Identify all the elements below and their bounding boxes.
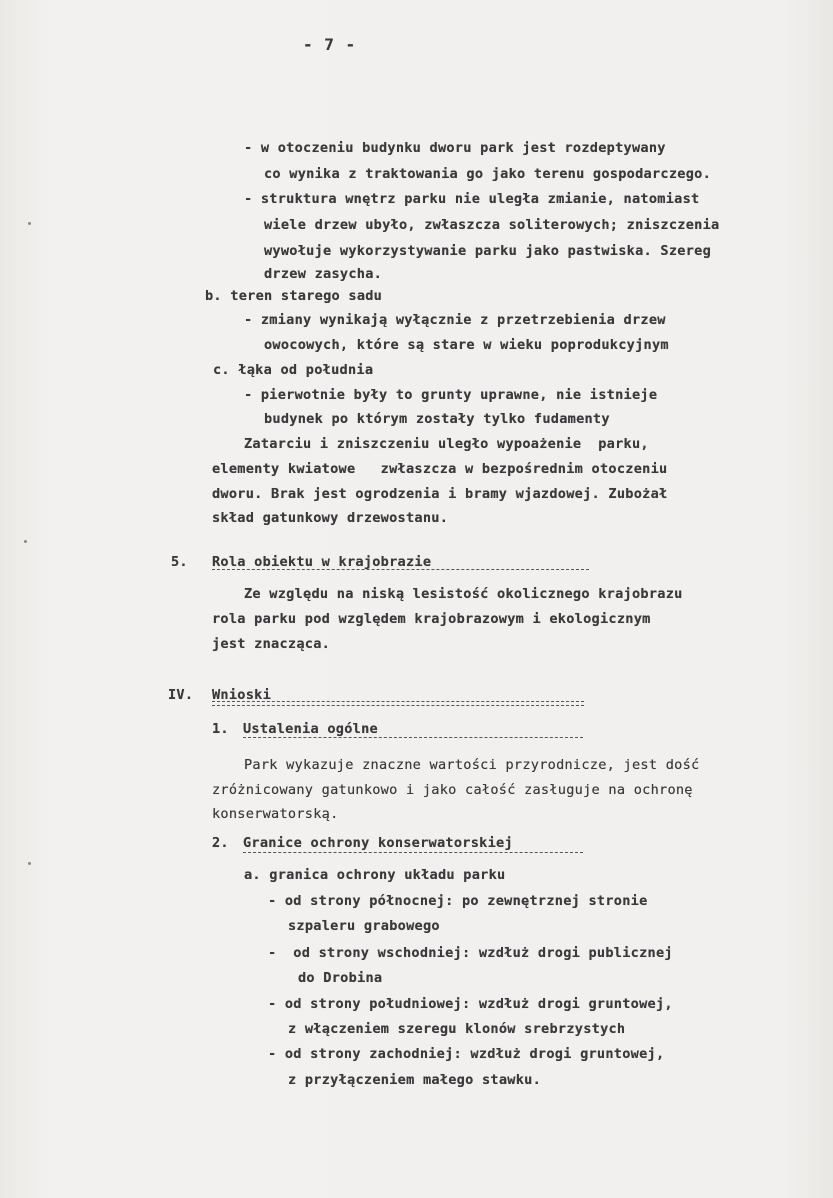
scan-speck [28, 862, 31, 865]
section-heading: Wnioski [212, 687, 272, 703]
text-line: wywołuje wykorzystywanie parku jako pastwiska. Szereg [264, 243, 712, 259]
text-line: - zmiany wynikają wyłącznie z przetrzebienia drzew [244, 312, 666, 328]
text-line: do Drobina [298, 970, 383, 986]
section-number: 5. [171, 554, 188, 570]
scan-speck [24, 540, 27, 543]
list-item-b: b. teren starego sadu [205, 288, 383, 304]
text-line: - od strony wschodniej: wzdłuż drogi publicznej [268, 945, 673, 961]
heading-double-underline [212, 701, 584, 706]
section-number: IV. [168, 687, 194, 703]
text-line: szpaleru grabowego [288, 918, 440, 934]
text-line: zróżnicowany gatunkowo i jako całość zasługuje na ochronę [212, 782, 693, 798]
text-line: Zatarciu i zniszczeniu uległo wypoażenie parku, [244, 436, 649, 452]
text-line: - od strony północnej: po zewnętrznej stronie [268, 893, 648, 909]
text-line: Park wykazuje znaczne wartości przyrodnicze, jest dość [244, 757, 700, 773]
page-number: - 7 - [303, 35, 357, 54]
text-line: z przyłączeniem małego stawku. [288, 1072, 542, 1088]
text-line: owocowych, które są stare w wieku poprodukcyjnym [264, 337, 669, 353]
heading-underline [243, 852, 583, 853]
text-line: - pierwotnie były to grunty uprawne, nie istnieje [244, 387, 658, 403]
text-line: budynek po którym zostały tylko fudamenty [264, 411, 610, 427]
text-line: - od strony zachodniej: wzdłuż drogi gruntowej, [268, 1046, 665, 1062]
text-line: jest znacząca. [212, 636, 331, 652]
list-item-c: c. łąka od południa [213, 362, 374, 378]
scan-speck [28, 222, 31, 225]
text-line: rola parku pod względem krajobrazowym i ekologicznym [212, 611, 651, 627]
list-item-a: a. granica ochrony układu parku [244, 867, 506, 883]
text-line: z włączeniem szeregu klonów srebrzystych [288, 1021, 626, 1037]
text-line: skład gatunkowy drzewostanu. [212, 510, 449, 526]
text-line: Ze względu na niską lesistość okolicznego krajobrazu [244, 586, 683, 602]
subsection-number: 2. [212, 835, 229, 851]
text-line: drzew zasycha. [264, 266, 383, 282]
heading-underline [243, 737, 583, 738]
subsection-heading: Granice ochrony konserwatorskiej [243, 835, 513, 851]
text-line: konserwatorską. [212, 806, 339, 822]
subsection-heading: Ustalenia ogólne [243, 721, 378, 737]
text-line: elementy kwiatowe zwłaszcza w bezpośrednim otoczeniu [212, 461, 668, 477]
heading-underline [212, 569, 589, 570]
text-line: - struktura wnętrz parku nie uległa zmianie, natomiast [244, 191, 700, 207]
section-heading: Rola obiektu w krajobrazie [212, 554, 432, 570]
text-line: wiele drzew ubyło, zwłaszcza soliterowych; zniszczenia [264, 217, 720, 233]
text-line: dworu. Brak jest ogrodzenia i bramy wjazdowej. Zubożał [212, 486, 668, 502]
text-line: - od strony południowej: wzdłuż drogi gruntowej, [268, 996, 673, 1012]
text-line: co wynika z traktowania go jako terenu gospodarczego. [264, 166, 712, 182]
text-line: - w otoczeniu budynku dworu park jest rozdeptywany [244, 140, 666, 156]
subsection-number: 1. [212, 721, 229, 737]
